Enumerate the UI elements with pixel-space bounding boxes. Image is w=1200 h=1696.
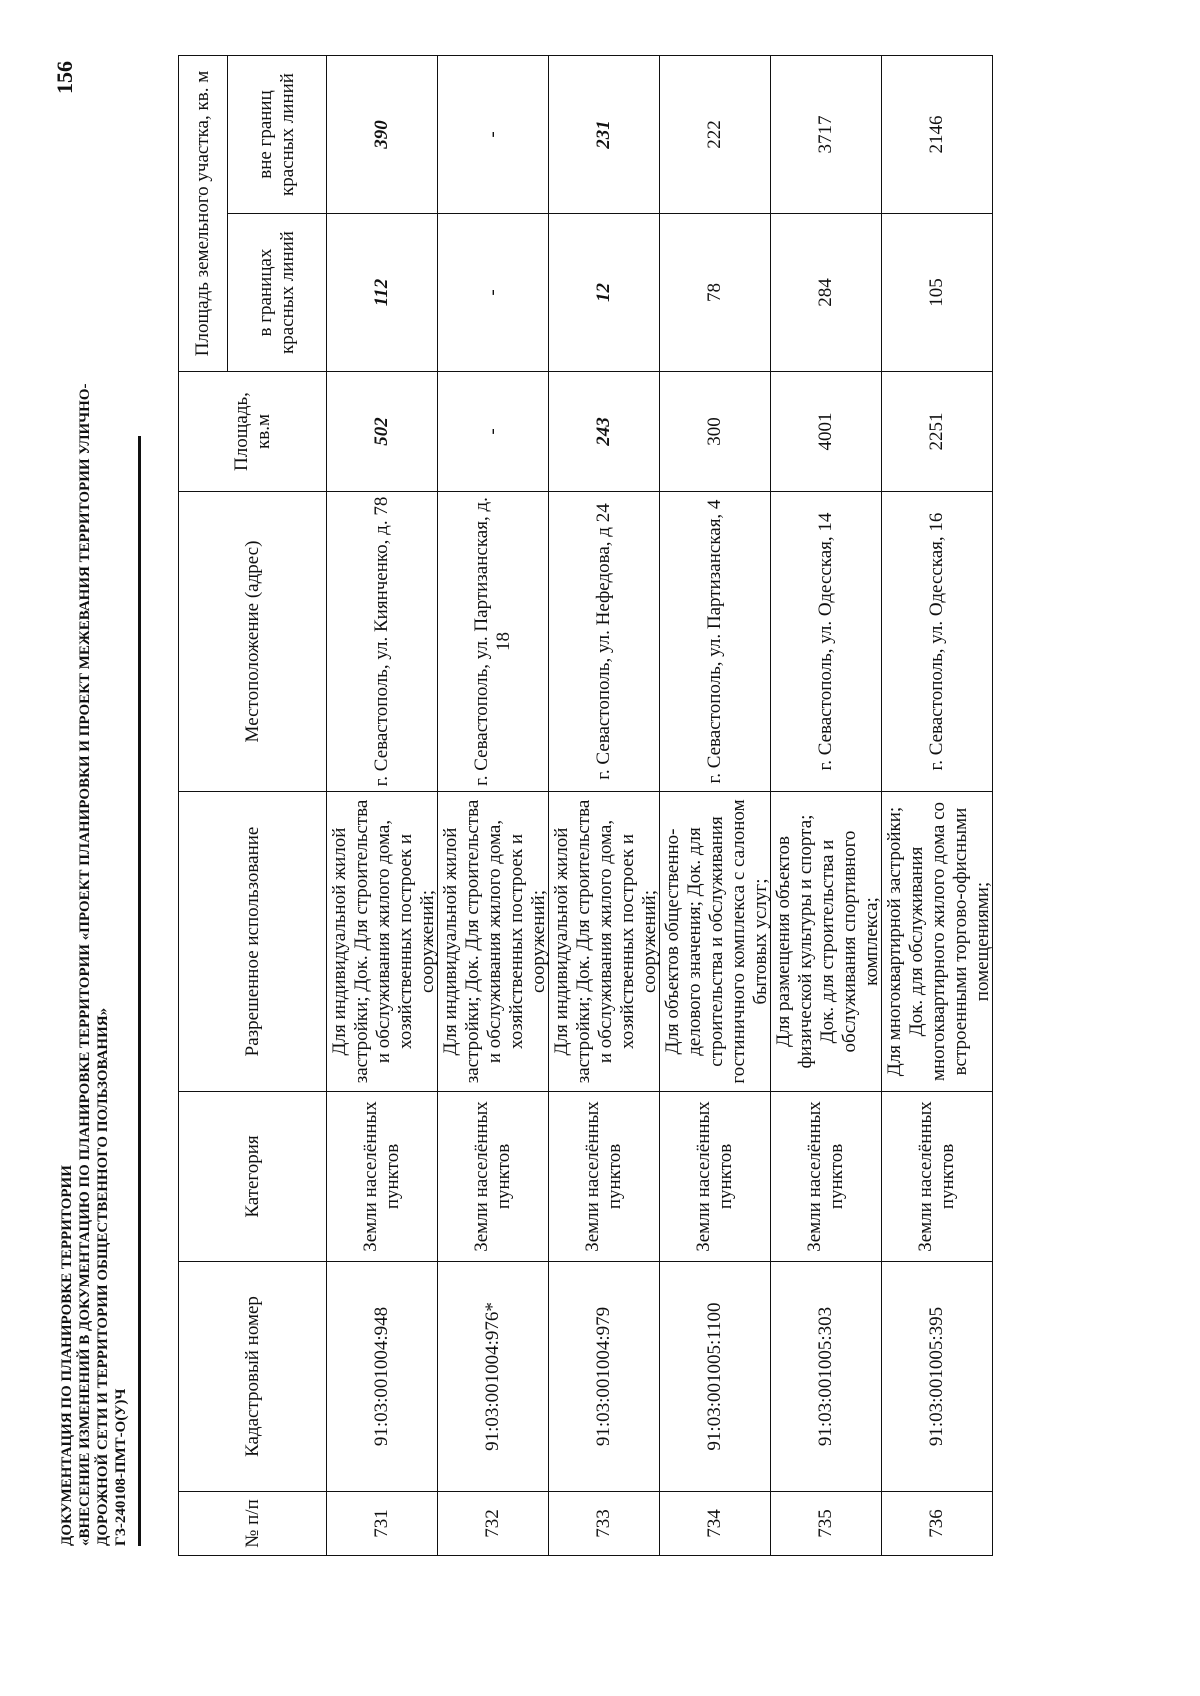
cell-category: Земли населённых пунктов bbox=[438, 1092, 549, 1262]
cell-category: Земли населённых пунктов bbox=[660, 1092, 771, 1262]
cell-permitted-use bbox=[549, 792, 660, 1092]
cell-within: 112 bbox=[327, 214, 438, 372]
header-num: № п/п bbox=[179, 1492, 327, 1556]
cell-outside: - bbox=[438, 56, 549, 214]
cell-location: г. Севастополь, ул. Нефедова, д 24 bbox=[549, 492, 660, 792]
header-within-red-lines: в границах красных линий bbox=[228, 214, 327, 372]
cell-category: Земли населённых пунктов bbox=[882, 1092, 993, 1262]
cell-permitted-use bbox=[438, 792, 549, 1092]
cell-num: 735 bbox=[771, 1492, 882, 1556]
cell-permitted-use bbox=[882, 792, 993, 1092]
header-permitted-use: Разрешенное использование bbox=[179, 792, 327, 1092]
land-plots-table bbox=[178, 55, 993, 1556]
header-line-4: ГЗ-240108-ПМТ-О(У)Ч bbox=[113, 1388, 129, 1546]
header-line-1: ДОКУМЕНТАЦИЯ ПО ПЛАНИРОВКЕ ТЕРРИТОРИИ bbox=[59, 1165, 75, 1546]
cell-cadastral: 91:03:001005:303 bbox=[771, 1262, 882, 1492]
cell-outside: 390 bbox=[327, 56, 438, 214]
cell-num: 734 bbox=[660, 1492, 771, 1556]
permitted-use-text: Для индивидуальной жилой застройки; Док. Для строительства и обслуживания жилого дома, хозяйственных построек и сооружений; bbox=[551, 799, 660, 1084]
permitted-use-text: Для объектов общественно-делового значения; Док. для строительства и обслуживания гостиничного комплекса с салоном бытовых услуг; bbox=[662, 799, 771, 1084]
cell-within: 78 bbox=[660, 214, 771, 372]
cell-outside: 3717 bbox=[771, 56, 882, 214]
header-cadastral: Кадастровый номер bbox=[179, 1262, 327, 1492]
header-land-area: Площадь земельного участка, кв. м bbox=[179, 56, 228, 372]
cell-category: Земли населённых пунктов bbox=[771, 1092, 882, 1262]
cell-permitted-use bbox=[327, 792, 438, 1092]
header-divider bbox=[138, 436, 141, 1546]
cell-cadastral: 91:03:001005:395 bbox=[882, 1262, 993, 1492]
table-row bbox=[771, 56, 882, 1556]
permitted-use-text: Для индивидуальной жилой застройки; Док. Для строительства и обслуживания жилого дома, хозяйственных построек и сооружений; bbox=[329, 799, 438, 1084]
table-row bbox=[549, 56, 660, 1556]
cell-cadastral: 91:03:001004:979 bbox=[549, 1262, 660, 1492]
header-outside-red-lines: вне границ красных линий bbox=[228, 56, 327, 214]
cell-permitted-use bbox=[771, 792, 882, 1092]
document-header bbox=[58, 26, 130, 1546]
cell-outside: 222 bbox=[660, 56, 771, 214]
cell-area: 300 bbox=[660, 372, 771, 492]
table-row bbox=[327, 56, 438, 1556]
permitted-use-text: Для многоквартирной застройки; Док. для обслуживания многоквартирного жилого дома со встроенными торгово-офисными помещениями; bbox=[884, 801, 993, 1082]
cell-area: 4001 bbox=[771, 372, 882, 492]
cell-outside: 2146 bbox=[882, 56, 993, 214]
cell-permitted-use bbox=[660, 792, 771, 1092]
cell-location: г. Севастополь, ул. Одесская, 14 bbox=[771, 492, 882, 792]
cell-within: 105 bbox=[882, 214, 993, 372]
cell-location: г. Севастополь, ул. Одесская, 16 bbox=[882, 492, 993, 792]
cell-num: 732 bbox=[438, 1492, 549, 1556]
permitted-use-text: Для индивидуальной жилой застройки; Док. Для строительства и обслуживания жилого дома, хозяйственных построек и сооружений; bbox=[440, 799, 549, 1084]
header-area: Площадь, кв.м bbox=[179, 372, 327, 492]
cell-area: - bbox=[438, 372, 549, 492]
header-category: Категория bbox=[179, 1092, 327, 1262]
cell-location: г. Севастополь, ул. Партизанская, 4 bbox=[660, 492, 771, 792]
cell-within: 284 bbox=[771, 214, 882, 372]
cell-cadastral: 91:03:001004:976* bbox=[438, 1262, 549, 1492]
cell-area: 2251 bbox=[882, 372, 993, 492]
cell-location: г. Севастополь, ул. Партизанская, д. 18 bbox=[438, 492, 549, 792]
cell-outside: 231 bbox=[549, 56, 660, 214]
header-location: Местоположение (адрес) bbox=[179, 492, 327, 792]
cell-within: 12 bbox=[549, 214, 660, 372]
cell-cadastral: 91:03:001004:948 bbox=[327, 1262, 438, 1492]
cell-area: 243 bbox=[549, 372, 660, 492]
table-row bbox=[438, 56, 549, 1556]
cell-num: 731 bbox=[327, 1492, 438, 1556]
header-line-3: ДОРОЖНОЙ СЕТИ И ТЕРРИТОРИИ ОБЩЕСТВЕННОГО ПОЛЬЗОВАНИЯ» bbox=[95, 1007, 111, 1546]
cell-category: Земли населённых пунктов bbox=[327, 1092, 438, 1262]
cell-category: Земли населённых пунктов bbox=[549, 1092, 660, 1262]
cell-num: 733 bbox=[549, 1492, 660, 1556]
cell-location: г. Севастополь, ул. Киянченко, д. 78 bbox=[327, 492, 438, 792]
header-line-2: «ВНЕСЕНИЕ ИЗМЕНЕНИЙ В ДОКУМЕНТАЦИЮ ПО ПЛАНИРОВКЕ ТЕРРИТОРИИ «ПРОЕКТ ПЛАНИРОВКИ И ПРОЕКТ МЕЖЕВАНИЯ ТЕРРИТОРИИ УЛИЧНО- bbox=[77, 383, 93, 1546]
permitted-use-text: Для размещения объектов физической культуры и спорта; Док. для строительства и обслуживания спортивного комплекса; bbox=[773, 814, 882, 1069]
cell-within: - bbox=[438, 214, 549, 372]
page-number: 156 bbox=[52, 61, 77, 94]
cell-cadastral: 91:03:001005:1100 bbox=[660, 1262, 771, 1492]
table-row bbox=[660, 56, 771, 1556]
cell-num: 736 bbox=[882, 1492, 993, 1556]
table-row bbox=[882, 56, 993, 1556]
cell-area: 502 bbox=[327, 372, 438, 492]
